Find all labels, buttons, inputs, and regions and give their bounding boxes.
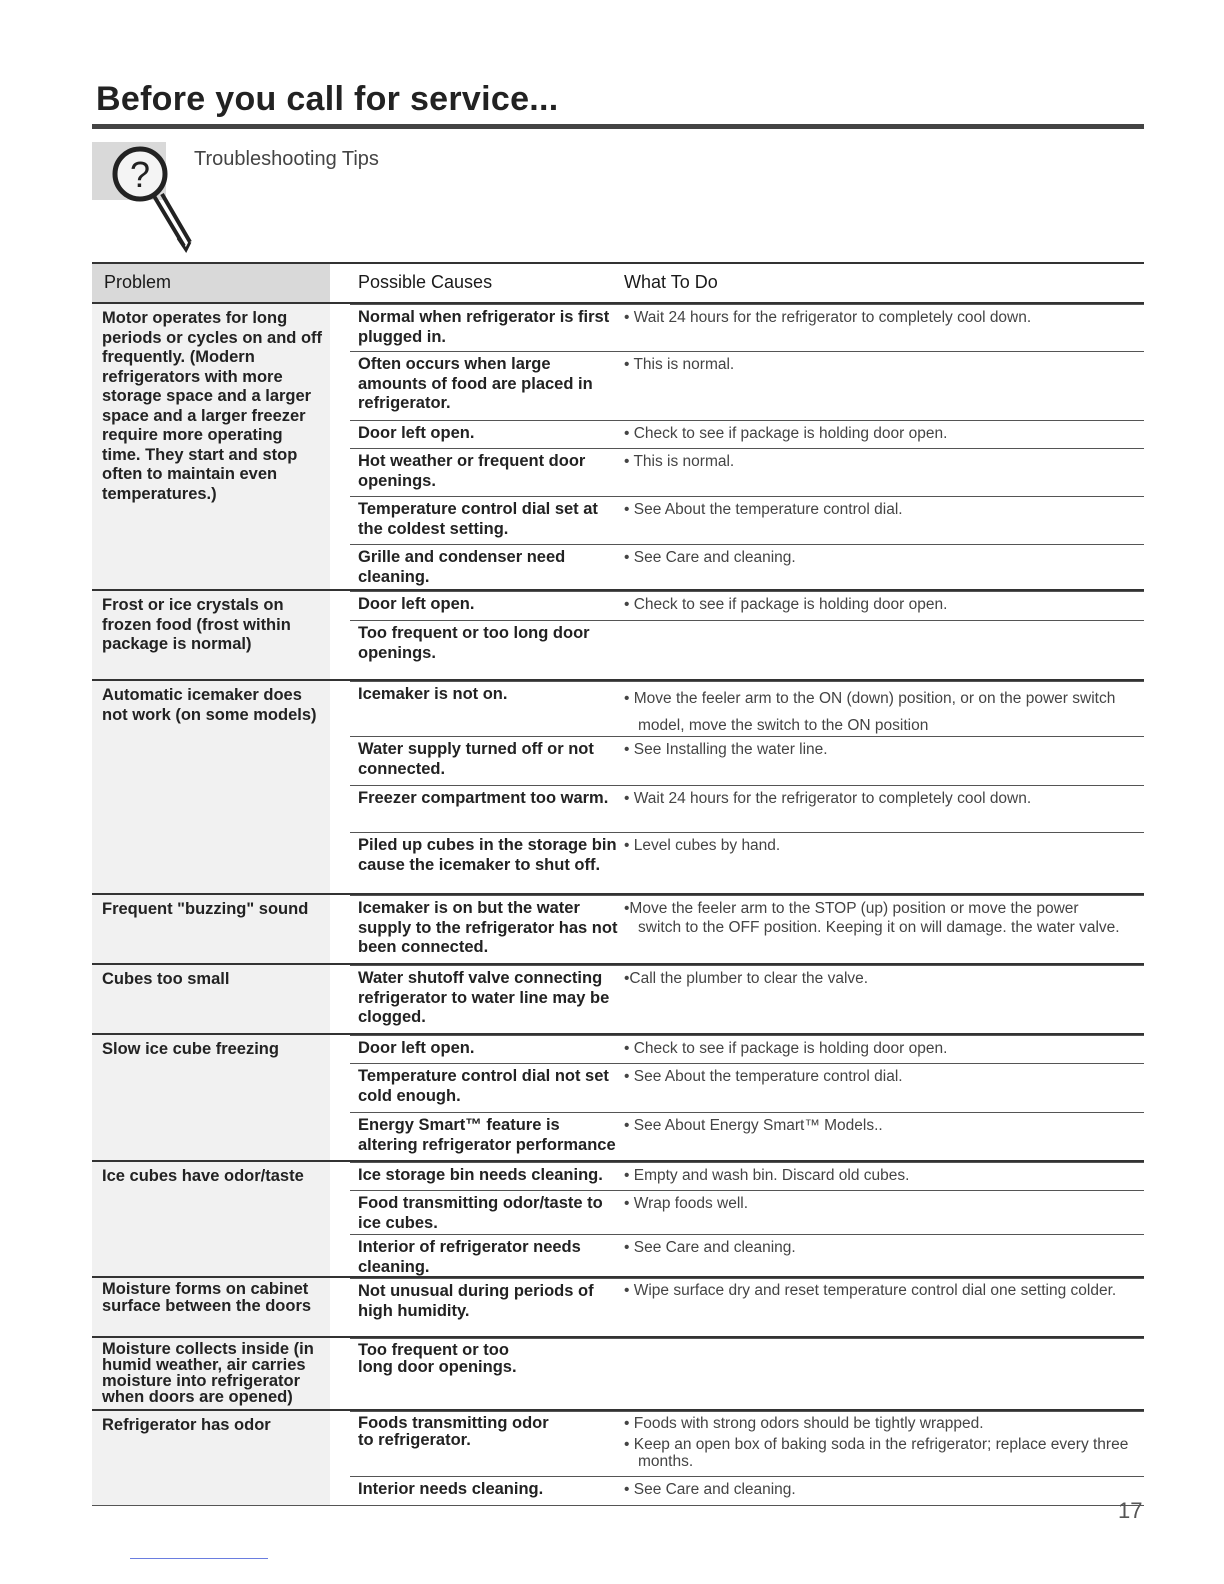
- problem-text: Motor operates for long periods or cycles on and off frequently. (Modern refrigerators with more storage space and a larger space and a larger freezer require more operating time. They start and stop often to maintain even temperatures.): [102, 309, 323, 503]
- cause-text: Temperature control dial not set cold enough.: [358, 1067, 609, 1105]
- table-row: [350, 895, 1144, 962]
- table-row: [350, 832, 1144, 895]
- todo-text: [624, 1166, 1144, 1185]
- table-row: [350, 591, 1144, 620]
- todo-item: • Check to see if package is holding door open.: [624, 1040, 948, 1057]
- cause-text: Door left open.: [358, 424, 475, 442]
- table-row: [350, 496, 1144, 544]
- todo-item: • See Care and cleaning.: [624, 1481, 796, 1498]
- problem-text: Moisture collects inside (in humid weather, air carries moisture into refrigerator when doors are opened): [102, 1340, 314, 1406]
- problem-group-cubes-small: [92, 965, 1144, 1035]
- cause-text: Hot weather or frequent door openings.: [358, 452, 586, 490]
- todo-text: [624, 1480, 1144, 1499]
- cause-text: Not unusual during periods of high humidity.: [358, 1282, 594, 1320]
- todo-item: • Move the feeler arm to the ON (down) position, or on the power switch model, move the switch to the ON position: [624, 690, 1116, 734]
- todo-item: • Check to see if package is holding door open.: [624, 596, 948, 613]
- cause-text: Food transmitting odor/taste to ice cubes.: [358, 1194, 603, 1232]
- page-title: Before you call for service...: [96, 80, 559, 118]
- todo-text: [624, 1194, 1144, 1213]
- todo-text: [624, 1039, 1144, 1058]
- table-row: [350, 785, 1144, 832]
- cause-text: Often occurs when large amounts of food are placed in refrigerator.: [358, 355, 593, 412]
- question-magnifier-icon: [92, 142, 192, 254]
- todo-item: • Check to see if package is holding door open.: [624, 425, 948, 442]
- tips-label: Troubleshooting Tips: [194, 148, 379, 170]
- todo-text: [624, 899, 1124, 937]
- table-row: [350, 1035, 1144, 1063]
- todo-item: • Wipe surface dry and reset temperature control dial one setting colder.: [624, 1282, 1117, 1299]
- todo-item: • This is normal.: [624, 453, 735, 470]
- title-rule: [92, 124, 1144, 129]
- todo-item: •Move the feeler arm to the STOP (up) position or move the power switch to the OFF position. Keeping it on will damage. the water valve.: [624, 900, 1120, 936]
- cause-text: Too frequent or too long door openings.: [358, 1341, 517, 1376]
- problem-group-frost: [92, 591, 1144, 681]
- cause-text: Water supply turned off or not connected.: [358, 740, 594, 778]
- todo-item: • Empty and wash bin. Discard old cubes.: [624, 1167, 910, 1184]
- svg-text:?: ?: [129, 154, 151, 195]
- cause-text: Freezer compartment too warm.: [358, 789, 609, 807]
- table-row: [350, 448, 1144, 496]
- todo-item: •Call the plumber to clear the valve.: [624, 970, 869, 987]
- todo-text: [624, 740, 1144, 759]
- todo-item: • Wrap foods well.: [624, 1195, 749, 1212]
- table-row: [350, 1162, 1144, 1190]
- todo-text: [624, 424, 1144, 443]
- header-causes: Possible Causes: [358, 272, 493, 292]
- todo-item: • See About the temperature control dial.: [624, 1068, 903, 1085]
- header-todo: What To Do: [624, 272, 718, 292]
- problem-text: Moisture forms on cabinet surface between the doors: [102, 1280, 312, 1315]
- problem-text: Refrigerator has odor: [102, 1416, 271, 1434]
- cause-text: Water shutoff valve connecting refrigerator to water line may be clogged.: [358, 969, 610, 1026]
- cause-text: Interior needs cleaning.: [358, 1480, 544, 1498]
- table-row: [350, 620, 1144, 679]
- todo-item: • This is normal.: [624, 356, 735, 373]
- todo-item: • Level cubes by hand.: [624, 837, 781, 854]
- todo-text: [624, 1415, 1144, 1470]
- table-header: [92, 262, 1144, 304]
- header-problem-cell: [92, 264, 330, 302]
- todo-text: [624, 1282, 1144, 1299]
- table-row: [350, 1190, 1144, 1234]
- problem-group-moisture-cabinet: [92, 1278, 1144, 1338]
- cause-text: Icemaker is not on.: [358, 685, 508, 703]
- todo-text: [624, 685, 1154, 739]
- cause-text: Interior of refrigerator needs cleaning.: [358, 1238, 581, 1276]
- todo-text: [624, 548, 1144, 567]
- problem-group-ice-odor: [92, 1162, 1144, 1278]
- table-row: [350, 1338, 1144, 1408]
- problem-group-slow-freezing: [92, 1035, 1144, 1162]
- todo-item: • Foods with strong odors should be tightly wrapped.: [624, 1415, 984, 1432]
- problem-group-refrigerator-odor: [92, 1411, 1144, 1506]
- problem-group-icemaker: [92, 681, 1144, 895]
- table-row: [350, 1234, 1144, 1277]
- cause-text: Temperature control dial set at the coldest setting.: [358, 500, 598, 538]
- cause-text: Too frequent or too long door openings.: [358, 624, 590, 662]
- table-row: [350, 1063, 1144, 1112]
- table-row: [350, 351, 1144, 420]
- todo-text: [624, 452, 1144, 471]
- table-row: [350, 1278, 1144, 1335]
- cause-text: Icemaker is on but the water supply to the refrigerator has not been connected.: [358, 899, 618, 956]
- cause-text: Piled up cubes in the storage bin cause the icemaker to shut off.: [358, 836, 617, 874]
- cause-text: Energy Smart™ feature is altering refrigerator performance: [358, 1116, 616, 1154]
- table-row: [350, 681, 1144, 736]
- table-row: [350, 736, 1144, 785]
- problem-group-moisture-inside: [92, 1338, 1144, 1411]
- footer-rule: [130, 1558, 268, 1559]
- todo-item: • See Care and cleaning.: [624, 549, 796, 566]
- todo-item: • Wait 24 hours for the refrigerator to completely cool down.: [624, 309, 1032, 326]
- table-row: [350, 1476, 1144, 1505]
- todo-text: [624, 789, 1144, 808]
- todo-item: • Keep an open box of baking soda in the refrigerator; replace every three months.: [624, 1436, 1129, 1470]
- problem-text: Ice cubes have odor/taste: [102, 1167, 304, 1185]
- page-number: 17: [1118, 1498, 1143, 1523]
- problem-group-buzzing: [92, 895, 1144, 965]
- table-row: [350, 304, 1144, 351]
- troubleshooting-table: [92, 262, 1144, 1506]
- todo-text: [624, 1116, 1144, 1135]
- todo-text: [624, 1238, 1144, 1257]
- todo-item: • See About Energy Smart™ Models..: [624, 1117, 883, 1134]
- cause-text: Normal when refrigerator is first plugged in.: [358, 308, 610, 346]
- header-problem: Problem: [104, 272, 172, 292]
- cause-text: Grille and condenser need cleaning.: [358, 548, 566, 586]
- todo-text: [624, 355, 1144, 374]
- todo-text: [624, 969, 1144, 988]
- table-row: [350, 544, 1144, 591]
- problem-text: Cubes too small: [102, 970, 230, 988]
- todo-item: • See Care and cleaning.: [624, 1239, 796, 1256]
- cause-text: Ice storage bin needs cleaning.: [358, 1166, 603, 1184]
- todo-item: • See About the temperature control dial.: [624, 501, 903, 518]
- problem-group-motor: [92, 304, 1144, 591]
- problem-text: Frost or ice crystals on frozen food (frost within package is normal): [102, 596, 291, 653]
- table-row: [350, 1112, 1144, 1161]
- problem-text: Slow ice cube freezing: [102, 1040, 279, 1058]
- cause-text: Door left open.: [358, 1039, 475, 1057]
- todo-text: [624, 308, 1144, 327]
- cause-text: Door left open.: [358, 595, 475, 613]
- table-row: [350, 1411, 1144, 1476]
- table-row: [350, 420, 1144, 448]
- table-row: [350, 965, 1144, 1032]
- cause-text: Foods transmitting odor to refrigerator.: [358, 1414, 549, 1449]
- todo-item: • Wait 24 hours for the refrigerator to completely cool down.: [624, 790, 1032, 807]
- todo-text: [624, 1067, 1144, 1086]
- problem-text: Frequent "buzzing" sound: [102, 900, 309, 918]
- todo-text: [624, 500, 1144, 519]
- todo-text: [624, 836, 1144, 855]
- problem-text: Automatic icemaker does not work (on some models): [102, 686, 317, 724]
- todo-item: • See Installing the water line.: [624, 741, 828, 758]
- todo-text: [624, 595, 1144, 614]
